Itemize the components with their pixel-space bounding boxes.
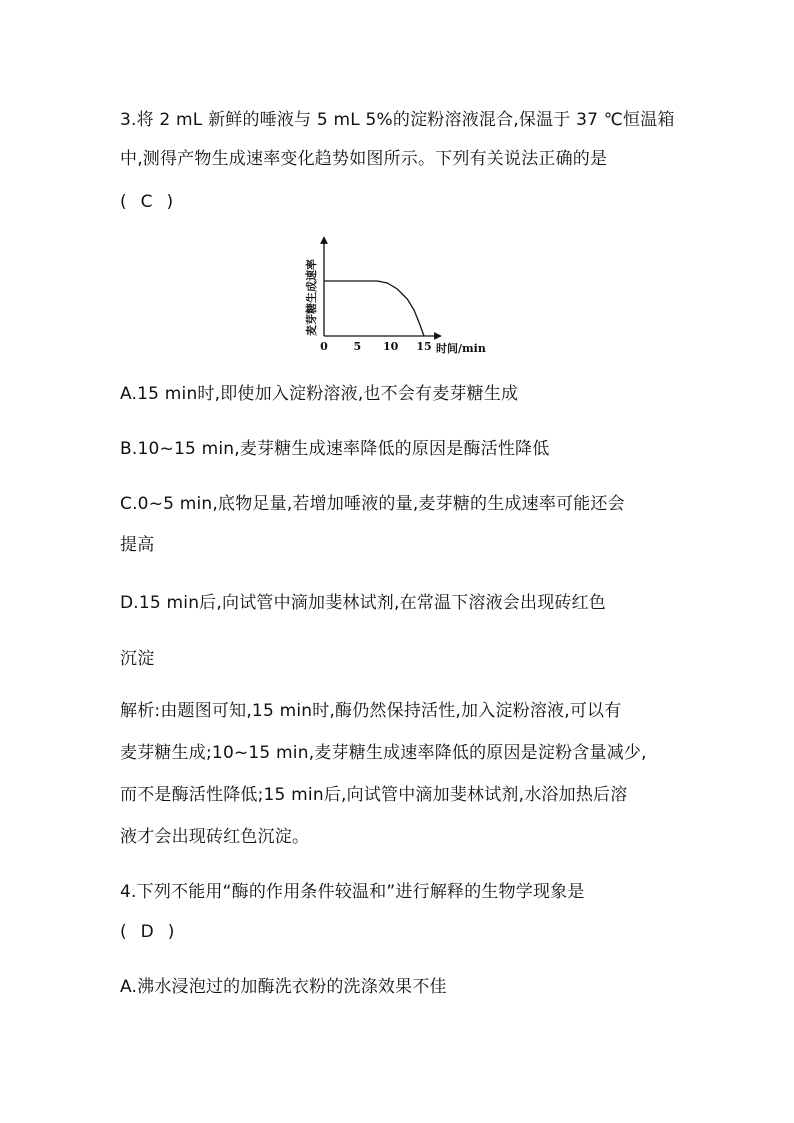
- y-axis-label: 麦芽糖生成速率: [305, 259, 318, 336]
- q3-analysis-line-3: 而不是酶活性降低;15 min后,向试管中滴加斐林试剂,水浴加热后溶: [120, 785, 628, 805]
- x-tick-label: 0: [320, 340, 328, 353]
- q3-answer-open: (: [120, 192, 127, 212]
- q4-answer-close: ): [167, 922, 175, 942]
- q3-answer-line: [120, 191, 173, 213]
- q4-answer: D: [140, 922, 154, 942]
- series-line-0: [324, 281, 424, 336]
- q3-option-b: B.10~15 min,麦芽糖生成速率降低的原因是酶活性降低: [120, 439, 550, 459]
- q4-option-a: A.沸水浸泡过的加酶洗衣粉的洗涤效果不佳: [120, 977, 447, 997]
- x-tick-labels: [320, 340, 431, 353]
- x-tick-label: 5: [353, 340, 362, 353]
- x-axis-label: 时间/min: [436, 342, 486, 355]
- q4-answer-open: (: [120, 922, 127, 942]
- q3-answer: C: [140, 192, 153, 212]
- q4-stem-line-1: 4.下列不能用“酶的作用条件较温和”进行解释的生物学现象是: [120, 882, 585, 902]
- x-tick-label: 10: [383, 340, 399, 353]
- q3-analysis-line-2: 麦芽糖生成;10~15 min,麦芽糖生成速率降低的原因是淀粉含量减少,: [120, 743, 647, 763]
- q3-answer-close: ): [166, 192, 174, 212]
- q3-option-d-line-2: 沉淀: [120, 649, 155, 669]
- q4-answer-line: [120, 921, 174, 943]
- q3-option-c-line-1: C.0~5 min,底物足量,若增加唾液的量,麦芽糖的生成速率可能还会: [120, 494, 625, 514]
- q3-stem-line-1: 3.将 2 mL 新鲜的唾液与 5 mL 5%的淀粉溶液混合,保温于 37 ℃恒温箱: [120, 110, 675, 130]
- rate-chart: [296, 234, 496, 360]
- q3-option-c-line-2: 提高: [120, 535, 155, 555]
- x-tick-label: 15: [416, 340, 432, 353]
- q3-analysis-line-4: 液才会出现砖红色沉淀。: [120, 827, 310, 847]
- q3-option-a: A.15 min时,即使加入淀粉溶液,也不会有麦芽糖生成: [120, 384, 519, 404]
- q3-analysis-line-1: 解析:由题图可知,15 min时,酶仍然保持活性,加入淀粉溶液,可以有: [120, 701, 622, 721]
- q3-option-d-line-1: D.15 min后,向试管中滴加斐林试剂,在常温下溶液会出现砖红色: [120, 593, 606, 613]
- q3-stem-line-2: 中,测得产物生成速率变化趋势如图所示。下列有关说法正确的是: [120, 149, 608, 169]
